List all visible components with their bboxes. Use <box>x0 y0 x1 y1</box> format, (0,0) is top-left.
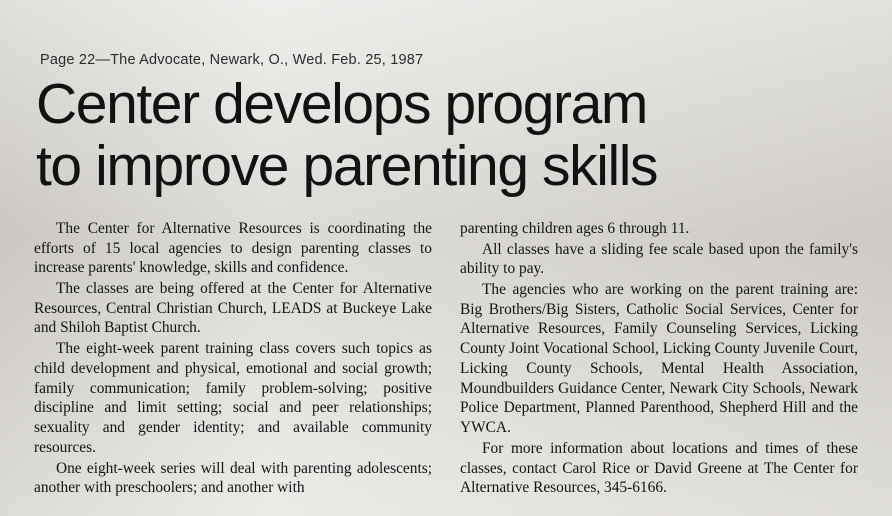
article-column-left <box>34 219 432 498</box>
paragraph: For more information about locations and times of these classes, contact Carol Rice or David Greene at The Center for Alternative Resources, 345-6166. <box>460 439 858 497</box>
paragraph: parenting children ages 6 through 11. <box>460 219 690 237</box>
paragraph: The Center for Alternative Resources is coordinating the efforts of 15 local agencies to design parenting classes to increase parents' knowledge, skills and confidence. <box>34 219 432 277</box>
paragraph: The eight-week parent training class covers such topics as child development and physical, emotional and social growth; family communication; family problem-solving; positive discipline and limit setting; social and peer relationships; sexuality and gender identity; and available community resources. <box>34 340 432 456</box>
headline-line-2: to improve parenting skills <box>36 134 658 199</box>
paragraph: All classes have a sliding fee scale based upon the family's ability to pay. <box>460 240 858 278</box>
paragraph: The classes are being offered at the Center for Alternative Resources, Central Christian Church, LEADS at Buckeye Lake and Shiloh Baptist Church. <box>34 280 432 337</box>
article-body <box>34 219 858 498</box>
paragraph: The agencies who are working on the parent training are: Big Brothers/Big Sisters, Catholic Social Services, Center for Alternative Resources, Family Counseling Services, Licking County Joint Vocational School, Licking County Juvenile Court, Licking County Schools, Mental Health Association, Moundbuilders Guidance Center, Newark City Schools, Newark Police Department, Planned Parenthood, Shepherd Hill and the YWCA. <box>460 281 858 437</box>
headline <box>36 72 858 199</box>
article-column-right <box>460 219 858 498</box>
page-dateline: Page 22—The Advocate, Newark, O., Wed. Feb. 25, 1987 <box>40 52 424 68</box>
headline-line-1: Center develops program <box>36 72 647 136</box>
paragraph: One eight-week series will deal with parenting adolescents; another with preschoolers; and another with <box>34 459 432 497</box>
